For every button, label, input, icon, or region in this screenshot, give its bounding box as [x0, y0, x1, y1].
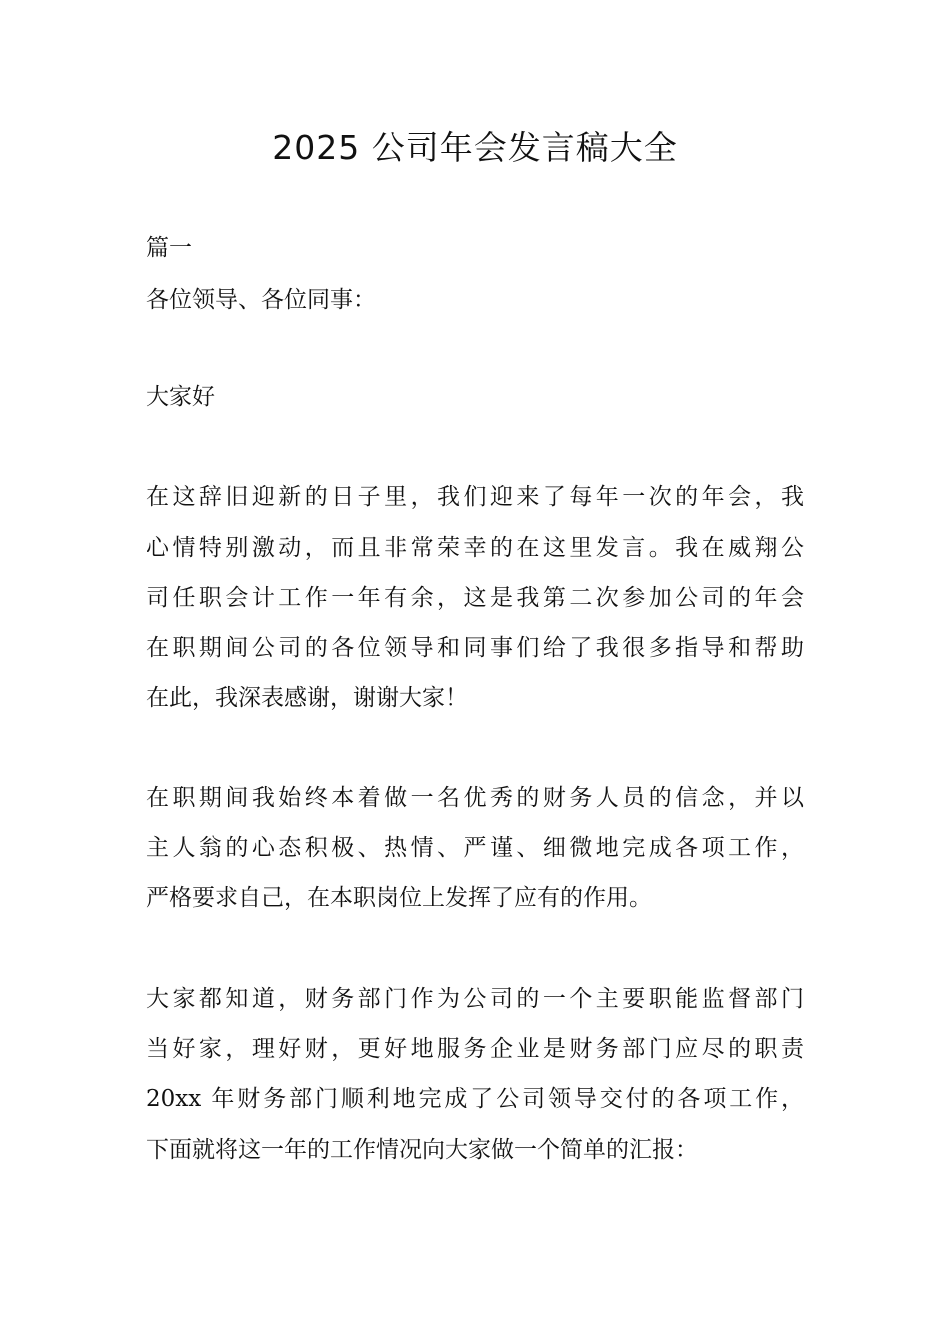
paragraph-1-line-3: 司任职会计工作一年有余，这是我第二次参加公司的年会	[146, 585, 804, 611]
paragraph-1-line-2: 心情特别激动，而且非常荣幸的在这里发言。我在威翔公	[146, 535, 804, 561]
paragraph-3-line-3: 20xx 年财务部门顺利地完成了公司领导交付的各项工作，	[146, 1086, 804, 1112]
paragraph-1-line-4: 在职期间公司的各位领导和同事们给了我很多指导和帮助	[146, 635, 804, 661]
paragraph-1-line-1: 在这辞旧迎新的日子里，我们迎来了每年一次的年会，我	[146, 484, 804, 510]
paragraph-2-line-1: 在职期间我始终本着做一名优秀的财务人员的信念，并以	[146, 785, 804, 811]
document-title: 2025 公司年会发言稿大全	[272, 128, 678, 167]
paragraph-2-line-3: 严格要求自己，在本职岗位上发挥了应有的作用。	[146, 885, 652, 911]
paragraph-3-line-1: 大家都知道，财务部门作为公司的一个主要职能监督部门	[146, 986, 804, 1012]
section-heading: 篇一	[146, 235, 192, 261]
paragraph-3-line-4: 下面就将这一年的工作情况向大家做一个简单的汇报：	[146, 1137, 698, 1163]
salutation: 各位领导、各位同事：	[146, 287, 376, 313]
paragraph-3-line-2: 当好家，理好财，更好地服务企业是财务部门应尽的职责	[146, 1036, 804, 1062]
paragraph-1-line-5: 在此，我深表感谢，谢谢大家！	[146, 685, 468, 711]
paragraph-2-line-2: 主人翁的心态积极、热情、严谨、细微地完成各项工作，	[146, 835, 804, 861]
greeting: 大家好	[146, 384, 215, 410]
